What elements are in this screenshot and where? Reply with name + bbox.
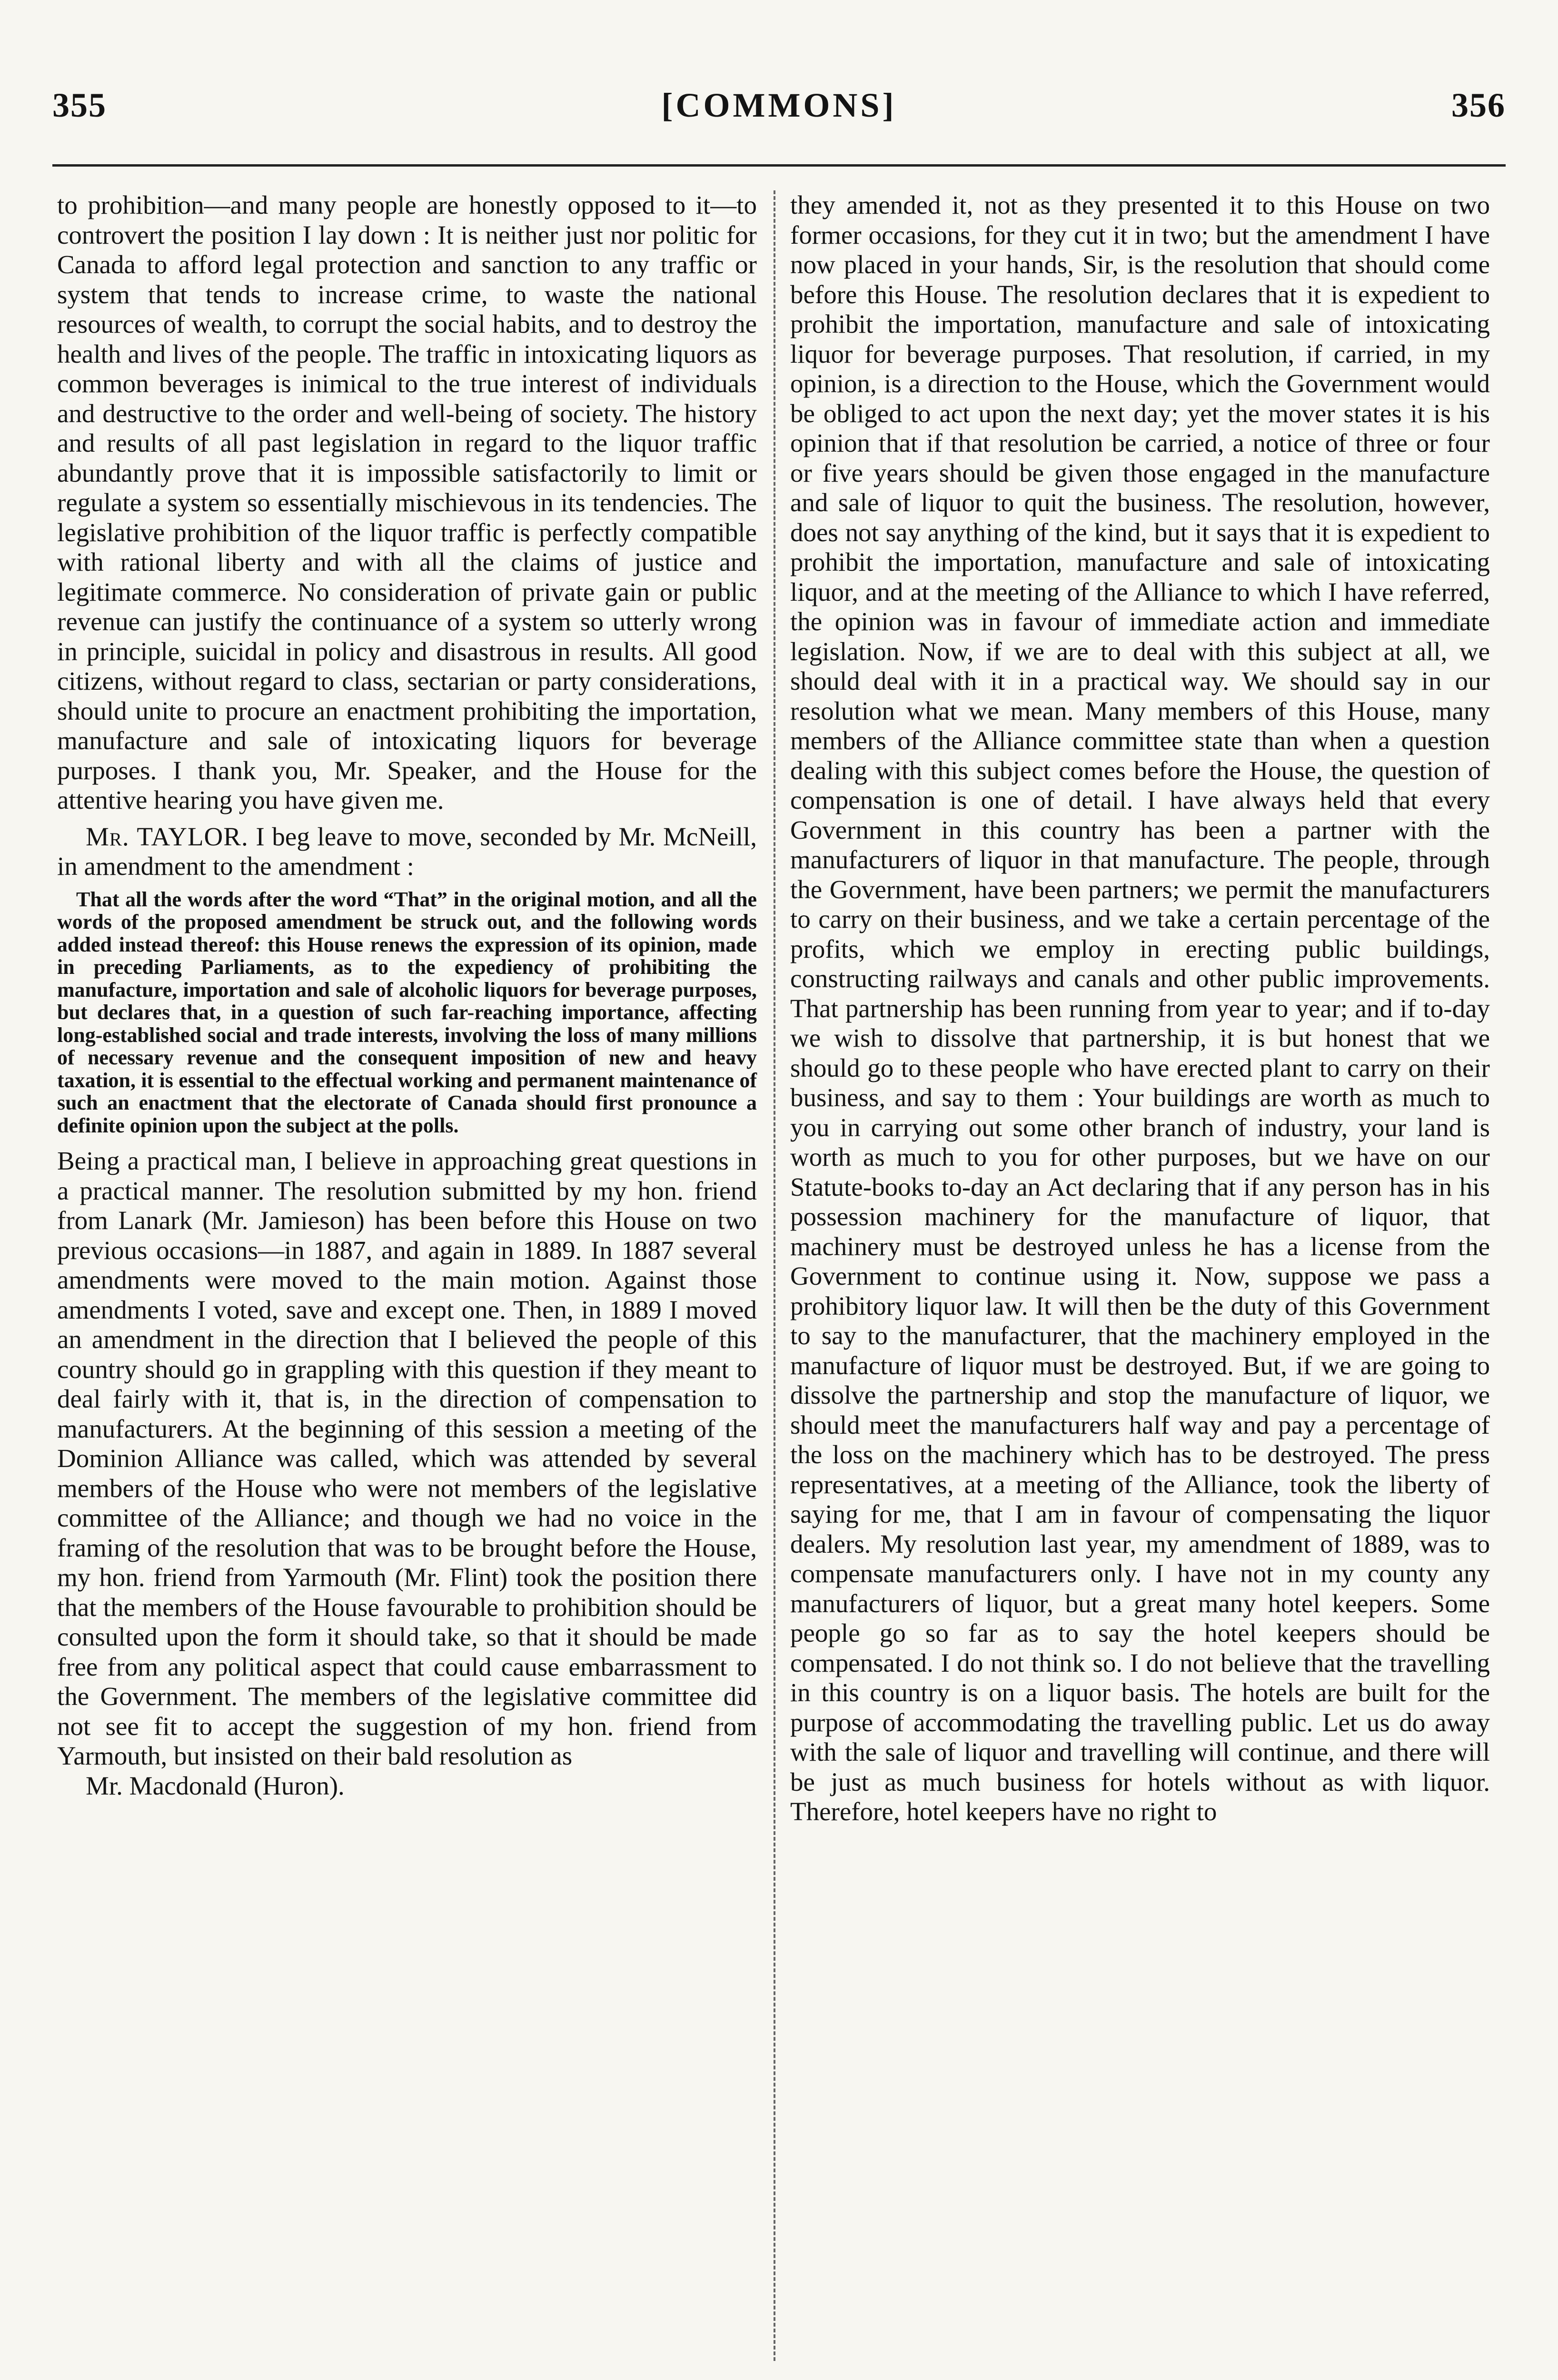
left-column [57,190,757,1801]
running-head: [COMMONS] [661,86,897,124]
right-column [790,190,1490,1827]
column-divider [774,190,775,2361]
page-number-left: 355 [52,86,107,124]
speaker-paragraph [57,822,757,882]
speaker-name: Mr. TAYLOR. [86,822,248,851]
footer-speaker-name: Mr. Macdonald (Huron). [86,1771,345,1800]
paragraph: they amended it, not as they presented it to this House on two former occasions, for they cut it in two; but the amendment I have now placed in your hands, Sir, is the resolution that should come before this House. The resolution declares that it is expedient to prohibit the importation, manufacture and sale of intoxicating liquor for beverage purposes. That resolution, if carried, in my opinion, is a direction to the House, which the Government would be obliged to act upon the next day; yet the mover states it is his opinion that if that resolution be carried, a notice of three or four or five years should be given those engaged in the manufacture and sale of liquor to quit the business. The resolution, however, does not say anything of the kind, but it says that it is expedient to prohibit the importation, manufacture and sale of intoxicating liquor, and at the meeting of the Alliance to which I have referred, the opinion was in favour of immediate action and immediate legislation. Now, if we are to deal with this subject at all, we should deal with it in a practical way. We should say in our resolution what we mean. Many members of this House, many members of the Alliance committee state than when a question dealing with this subject comes before the House, the question of compensation is one of detail. I have always held that every Government in this country has been a partner with the manufacturers of liquor in that manufacture. The people, through the Government, have been partners; we permit the manufacturers to carry on their business, and we take a certain percentage of the profits, which we employ in erecting public buildings, constructing railways and canals and other public improvements. That partnership has been running from year to year; and if to-day we wish to dissolve that partnership, it is but honest that we should go to these people who have erected plant to carry on their business, and say to them : Your buildings are worth as much to you in carrying out some other branch of industry, your land is worth as much to you for other purposes, but we have on our Statute-books to-day an Act declaring that if any person has in his possession machinery for the manufacture of liquor, that machinery must be destroyed unless he has a license from the Government to continue using it. Now, suppose we pass a prohibitory liquor law. It will then be the duty of this Government to say to the manufacturer, that the machinery employed in the manufacture of liquor must be destroyed. But, if we are going to dissolve the partnership and stop the manufacture of liquor, we should meet the manufacturers half way and pay a percentage of the loss on the machinery which has to be destroyed. The press representatives, at a meeting of the Alliance, took the liberty of saying for me, that I am in favour of compensating the liquor dealers. My resolution last year, my amendment of 1889, was to compensate manufacturers only. I have not in my county any manufacturers of liquor, but a great many hotel keepers. Some people go so far as to say the hotel keepers should be compensated. I do not think so. I do not believe that the travelling in this country is on a liquor basis. The hotels are built for the purpose of accommodating the travelling public. Let us do away with the sale of liquor and travelling will continue, and there will be just as much business for hotels without as with liquor. Therefore, hotel keepers have no right to [790,190,1490,1826]
speaker-text: I beg leave to move, seconded by Mr. McNeill, in amendment to the amendment : [57,822,757,881]
amendment-quote: That all the words after the word “That” in the original motion, and all the words of the proposed amendment be struck out, and the following words added instead thereof: this House renews the expression of its opinion, made in preceding Parliaments, as to the expediency of prohibiting the manufacture, importation and sale of alcoholic liquors for beverage purposes, but declares that, in a question of such far-reaching importance, affecting long-established social and trade interests, involving the loss of many millions of necessary revenue and the consequent imposition of new and heavy taxation, it is essential to the effectual working and permanent maintenance of such an enactment that the electorate of Canada should first pronounce a definite opinion upon the subject at the polls. [57,887,757,1137]
page-number-right: 356 [1451,86,1506,124]
paragraph: Being a practical man, I believe in approaching great questions in a practical manner. The resolution submitted by my hon. friend from Lanark (Mr. Jamieson) has been before this House on two previous occasions—in 1887, and again in 1889. In 1887 several amendments were moved to the main motion. Against those amendments I voted, save and except one. Then, in 1889 I moved an amendment in the direction that I believed the people of this country should go in grappling with this question if they meant to deal fairly with it, that is, in the direction of compensation to manufacturers. At the beginning of this session a meeting of the Dominion Alliance was called, which was attended by several members of the House who were not members of the legislative committee of the Alliance; and though we had no voice in the framing of the resolution that was to be brought before the House, my hon. friend from Yarmouth (Mr. Flint) took the position there that the members of the House favourable to prohibition should be consulted upon the form it should take, so that it should be made free from any political aspect that could cause embarrassment to the Government. The members of the legislative committee did not see fit to accept the suggestion of my hon. friend from Yarmouth, but insisted on their bald resolution as [57,1146,757,1770]
header-rule [52,164,1506,167]
page-header [52,76,1506,143]
paragraph: to prohibition—and many people are honestly opposed to it—to controvert the position I lay down : It is neither just nor politic for Canada to afford legal protection and sanction to any traffic or system that tends to increase crime, to waste the national resources of wealth, to corrupt the social habits, and to destroy the health and lives of the people. The traffic in intoxicating liquors as common beverages is inimical to the true interest of individuals and destructive to the order and well-being of society. The history and results of all past legislation in regard to the liquor traffic abundantly prove that it is impossible satisfactorily to limit or regulate a system so essentially mischievous in its tendencies. The legislative prohibition of the liquor traffic is perfectly compatible with rational liberty and with all the claims of justice and legitimate commerce. No consideration of private gain or public revenue can justify the continuance of a system so utterly wrong in principle, suicidal in policy and disastrous in results. All good citizens, without regard to class, sectarian or party considerations, should unite to procure an enactment prohibiting the importation, manufacture and sale of intoxicating liquors for beverage purposes. I thank you, Mr. Speaker, and the House for the attentive hearing you have given me. [57,190,757,814]
